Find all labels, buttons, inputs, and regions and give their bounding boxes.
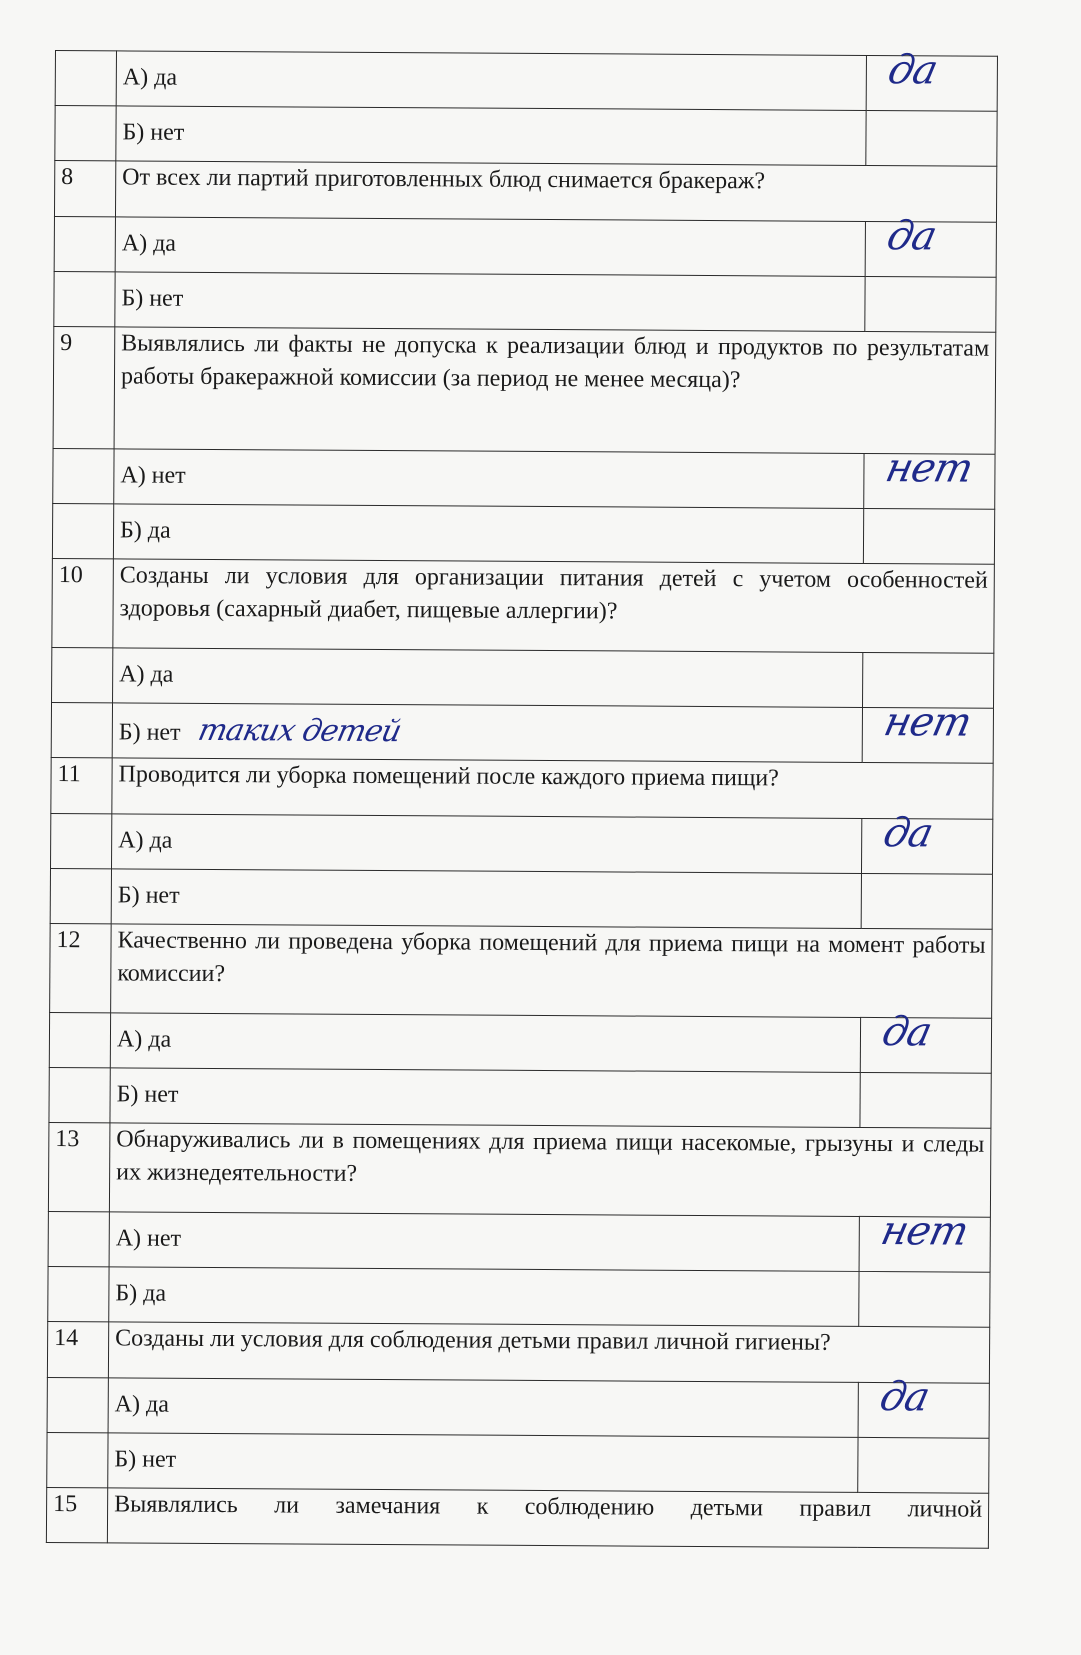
answer-cell [861,873,992,929]
answer-cell [865,276,996,332]
option-row [51,813,993,874]
option-row [52,503,994,564]
handwritten-answer: да [882,213,941,260]
number-cell [52,503,113,558]
question-text: Созданы ли условия для соблюдения детьми правил личной гигиены? [108,1322,989,1383]
option-text: А) да [111,814,861,874]
option-row [52,647,994,708]
question-number: 15 [46,1487,107,1542]
question-text: От всех ли партий приготовленных блюд снимается бракераж? [115,161,996,222]
question-row [47,1321,989,1383]
answer-cell [860,1009,991,1073]
handwritten-answer: нет [881,445,977,492]
option-text: А) нет [114,449,864,509]
number-cell [47,1377,108,1432]
question-number: 10 [52,558,114,647]
answer-cell [866,110,997,166]
option-text: А) да [115,217,865,277]
handwritten-answer: нет [879,699,975,746]
number-cell [48,1266,109,1321]
number-cell [52,647,113,702]
question-row [46,1487,988,1548]
option-text: Б) нет [110,1068,860,1128]
option-row [47,1432,989,1493]
answer-cell [859,1208,990,1272]
answer-cell [858,1437,989,1493]
question-number: 11 [51,757,112,813]
question-row [50,923,993,1018]
option-text: Б) нет [118,719,181,746]
answer-cell [866,47,997,111]
option-row [54,216,996,277]
number-cell [53,448,114,503]
handwritten-answer: да [878,1009,936,1056]
handwritten-note: таких детей [194,712,404,750]
number-cell [51,702,112,757]
question-row [52,558,995,653]
option-text: Б) нет [116,106,866,166]
option-row [55,106,997,167]
question-number: 14 [47,1321,108,1377]
option-text: Б) да [109,1267,859,1327]
handwritten-answer: да [879,810,937,857]
number-cell [54,216,115,271]
question-number: 9 [53,326,115,448]
answer-cell [863,508,994,564]
question-number: 12 [50,923,112,1012]
option-text: А) да [113,648,863,708]
option-text: Б) да [113,504,863,564]
option-row [50,868,992,929]
questionnaire-table [46,47,998,1549]
answer-cell [858,1374,989,1438]
option-row [49,1067,991,1128]
question-text: Выявлялись ли факты не допуска к реализации блюд и продуктов по результатам работы бракеражной комиссии (за период не менее месяца)? [114,327,996,454]
option-row [48,1211,990,1272]
answer-cell [861,810,992,874]
number-cell [55,51,116,106]
option-text: Б) нет [111,869,861,929]
number-cell [49,1067,110,1122]
option-text: А) да [110,1013,860,1073]
option-row [51,702,993,763]
handwritten-answer: да [883,47,942,94]
number-cell [51,813,112,868]
option-text: А) да [108,1378,858,1438]
number-cell [49,1012,110,1067]
question-row [53,326,996,454]
question-row [54,161,996,223]
handwritten-answer: да [875,1374,934,1421]
number-cell [48,1211,109,1266]
question-row [48,1122,991,1217]
number-cell [47,1432,108,1487]
question-number: 13 [48,1122,110,1211]
question-text: Качественно ли проведена уборка помещений для приема пищи на момент работы комиссии? [111,924,993,1018]
question-text: Проводится ли уборка помещений после каждого приема пищи? [112,758,993,819]
question-text: Созданы ли условия для организации питания детей с учетом особенностей здоровья (сахарный диабет, пищевые аллергии)? [113,559,995,653]
option-text: А) да [116,51,866,111]
option-row [47,1377,989,1438]
handwritten-answer: нет [876,1208,972,1255]
option-row [49,1012,991,1073]
option-text: Б) нет [115,272,865,332]
answer-cell [864,445,995,509]
option-row [54,271,996,332]
option-text-with-note [112,703,862,763]
question-text: Обнаруживались ли в помещениях для приема пищи насекомые, грызуны и следы их жизнедеятельности? [109,1123,991,1217]
option-row [55,51,997,112]
option-row [48,1266,990,1327]
number-cell [54,271,115,326]
number-cell [50,868,111,923]
question-number: 8 [54,161,115,217]
answer-cell [859,1271,990,1327]
option-text: А) нет [109,1212,859,1272]
question-row [51,757,993,819]
answer-cell [865,213,996,277]
option-row [53,448,995,509]
answer-cell [860,1072,991,1128]
answer-cell [862,699,993,763]
question-text: Выявлялись ли замечания к соблюдению детьми правил личной [107,1488,988,1548]
option-text: Б) нет [108,1433,858,1493]
number-cell [55,106,116,161]
